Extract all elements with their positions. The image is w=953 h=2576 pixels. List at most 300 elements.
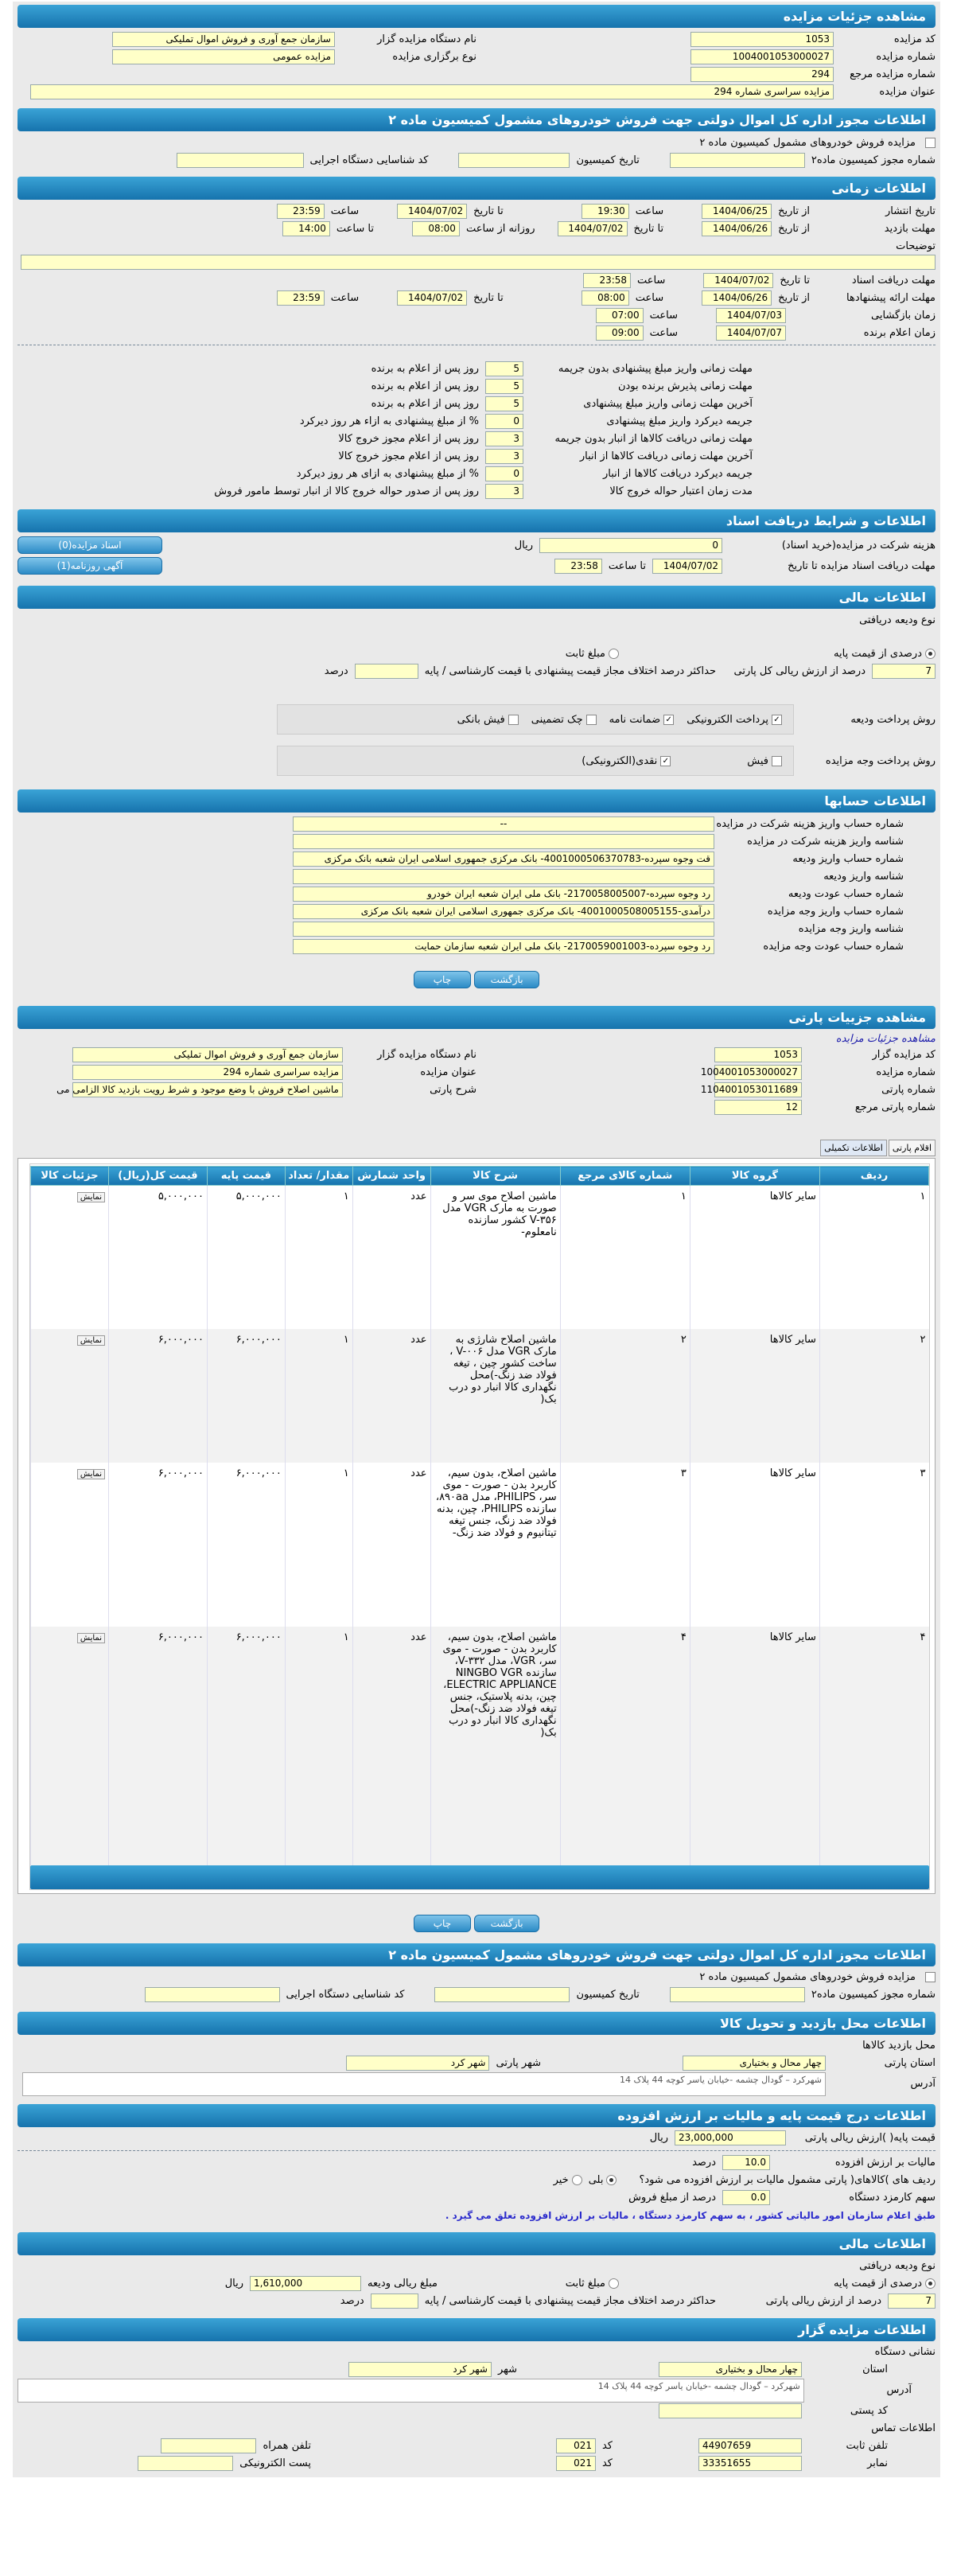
accounts-list: [18, 815, 935, 955]
label: اطلاعات تماس: [871, 2422, 935, 2434]
winner-time: 09:00: [596, 325, 644, 341]
table-row: [31, 1627, 929, 1865]
label: مهلت زمانی دریافت کالاها از انبار بدون جریمه: [554, 432, 753, 445]
label: استان: [862, 2364, 888, 2375]
deadline-value: 3: [485, 484, 523, 499]
fee-share-field: 0.0: [722, 2190, 770, 2205]
cell-g: سایر کالاها: [690, 1329, 819, 1463]
label: عنوان مزایده: [879, 85, 935, 98]
auction-details-link[interactable]: مشاهده جزئیات مزایده: [835, 1032, 935, 1045]
cell-q: ۱: [285, 1463, 352, 1627]
commission-date-field[interactable]: [458, 153, 570, 168]
cell-n: ۲: [819, 1329, 928, 1463]
label: روزانه از ساعت: [465, 222, 535, 235]
cell-r: ۱: [560, 1186, 690, 1329]
cell-u: عدد: [352, 1627, 430, 1865]
account-row: [18, 920, 904, 937]
price-vat-panel: [13, 2101, 940, 2229]
print-button[interactable]: چاپ: [414, 971, 471, 988]
finance-panel-2: [13, 2229, 940, 2315]
vat-field: 10.0: [722, 2155, 770, 2170]
cell-p: ۶,۰۰۰,۰۰۰: [207, 1627, 285, 1865]
checkbox-icon[interactable]: ✓: [772, 715, 782, 725]
party-desc: ماشین اصلاح فروش با وضع موجود و شرط رویت بازدید کالا الزامی می: [72, 1082, 343, 1097]
account-value: --: [293, 816, 714, 832]
show-details-button[interactable]: نمایش: [77, 1633, 105, 1643]
cell-n: ۱: [819, 1186, 928, 1329]
label: کد پستی: [850, 2405, 888, 2417]
opening-date: 1404/07/03: [716, 308, 786, 323]
auction-docs-button[interactable]: اسناد مزایده(0): [18, 536, 162, 554]
label: ریال: [224, 2278, 244, 2290]
checkbox-icon[interactable]: [586, 715, 597, 725]
visit-to-date: 1404/07/02: [558, 221, 628, 236]
label: ساعت: [330, 291, 360, 304]
checkbox-icon[interactable]: ✓: [660, 756, 671, 766]
offer-from-time: 08:00: [582, 290, 629, 306]
label: نوع برگزاری مزایده: [392, 50, 476, 63]
label: محل بازدید کالاها: [862, 2040, 935, 2052]
label: جریمه دیرکرد دریافت کالاها از انبار: [603, 467, 753, 480]
table-row: [31, 1463, 929, 1627]
visit-time-to: 14:00: [282, 221, 330, 236]
label: عنوان مزایده: [420, 1066, 476, 1078]
label: تا ساعت: [336, 222, 374, 235]
percent-radio[interactable]: [925, 649, 935, 659]
label: شهر: [497, 2364, 517, 2375]
exec-code-field[interactable]: [145, 1987, 280, 2002]
label: % از مبلغ پیشنهادی به ازای هر روز دیرکرد: [296, 467, 479, 480]
vat-no-radio[interactable]: [572, 2175, 582, 2185]
account-value: قت وجوه سپرده-4001000506370783- بانک مرکزی جمهوری اسلامی ایران شعبه بانک مرکزی: [293, 852, 714, 867]
cell-n: ۴: [819, 1627, 928, 1865]
label: مبلغ ثابت: [565, 2278, 605, 2290]
party-ref: 12: [714, 1100, 802, 1115]
label: تا ساعت: [608, 559, 646, 572]
label: ساعت: [635, 291, 664, 304]
section-header: اطلاعات مالی: [18, 2232, 935, 2255]
auction-number-field: 1004001053000027: [690, 49, 834, 64]
cell-r: ۳: [560, 1463, 690, 1627]
mobile-field: [161, 2438, 256, 2453]
label: ضمانت نامه: [609, 713, 661, 726]
pub-from-date: 1404/06/25: [702, 204, 772, 219]
visit-location-panel: [13, 2009, 940, 2101]
label: قیمت پایه( )ارزش ریالی پارتی: [804, 2132, 935, 2144]
column-header: واحد شمارش: [352, 1167, 430, 1186]
address-field: شهرکرد – گودال چشمه -خیابان یاسر کوچه 44 پلاک 14: [22, 2072, 826, 2096]
address-field: شهرکرد – گودال چشمه -خیابان یاسر کوچه 44 پلاک 14: [18, 2379, 804, 2403]
label: ردیف های )کالاهای( پارتی مشمول مالیات بر ارزش افزوده می شود؟: [639, 2174, 935, 2186]
tel-field: 44907659: [698, 2438, 802, 2453]
fee-field: 0: [539, 538, 722, 553]
article2-checkbox[interactable]: [925, 138, 935, 148]
vat-yes-radio[interactable]: [606, 2175, 617, 2185]
cell-n: ۳: [819, 1463, 928, 1627]
label: پست الکترونیکی: [239, 2457, 311, 2469]
label: استان پارتی: [884, 2057, 935, 2069]
party-auction-num: 1004001053000027: [714, 1065, 802, 1080]
label: نوع ودیعه دریافتی: [859, 2260, 935, 2272]
label: ساعت: [649, 326, 678, 339]
fax-field: 33351655: [698, 2456, 802, 2471]
fixed-radio[interactable]: [609, 649, 619, 659]
cell-g: سایر کالاها: [690, 1186, 819, 1329]
account-row: [18, 815, 904, 832]
label: تاریخ کمیسیون: [576, 154, 640, 166]
label: کد شناسایی دستگاه اجرایی: [309, 154, 429, 166]
section-header: اطلاعات مجوز اداره کل اموال دولتی جهت فروش خودروهای مشمول کمیسیون ماده ۲: [18, 1943, 935, 1966]
deadline-row: [18, 395, 753, 412]
deadline-row: [18, 360, 753, 377]
label: روز پس از اعلام به برنده: [371, 362, 479, 375]
label: ساعت: [637, 274, 666, 286]
label: درصد: [340, 2295, 364, 2307]
column-header: جزئیات کالا: [31, 1167, 109, 1186]
label: حداکثر درصد اختلاف مجاز قیمت پیشنهادی با قیمت کارشناسی / پایه: [424, 664, 716, 677]
label: نقدی(الکترونیکی): [582, 754, 658, 767]
doc-deadline-time: 23:58: [583, 273, 631, 288]
cell-t: ۵,۰۰۰,۰۰۰: [108, 1186, 207, 1329]
deadline-value: 5: [485, 396, 523, 411]
section-header: مشاهده جزییات پارتی: [18, 1006, 935, 1029]
account-row: [18, 867, 904, 885]
label: مالیات بر ارزش افزوده: [834, 2157, 935, 2169]
party-org: سازمان جمع آوری و فروش اموال تملیکی: [72, 1047, 343, 1062]
account-row: [18, 832, 904, 850]
label: شماره حساب عودت ودیعه: [788, 887, 904, 900]
fixed-radio[interactable]: [609, 2278, 619, 2289]
show-details-button[interactable]: نمایش: [77, 1335, 105, 1346]
cell-d: ماشین اصلاح، بدون سیم، کاربرد بدن - صورت - موی سر، VGR، مدل V-۳۳۲، سازنده NINGBO VGR ELECTRIC APPLIANCE، چین، بدنه پلاستیک، جنس تیغه فولاد ضد زنگ-)محل نگهداری کالا انبار دو درب بک(: [430, 1627, 560, 1865]
party-panel: [13, 1000, 940, 1940]
label: شماره حساب واریز وجه مزایده: [767, 905, 904, 918]
auction-code-field: 1053: [690, 32, 834, 47]
deadline-value: 5: [485, 361, 523, 376]
label: ریال: [514, 539, 533, 551]
label: شناسه واریز ودیعه: [823, 870, 904, 883]
label: کد مزایده گزار: [872, 1048, 935, 1061]
maxdiff-field: [371, 2293, 418, 2309]
column-header: ردیف: [819, 1167, 928, 1186]
account-row: [18, 850, 904, 867]
cell-d: ماشین اصلاح موی سر و صورت به مارک VGR مدل V-۳۵۶ کشور سازنده نامعلوم-: [430, 1186, 560, 1329]
section-header: اطلاعات و شرایط دریافت اسناد: [18, 509, 935, 532]
show-details-button[interactable]: نمایش: [77, 1469, 105, 1479]
cell-p: ۶,۰۰۰,۰۰۰: [207, 1463, 285, 1627]
label: مزایده فروش خودروهای مشمول کمیسیون ماده ۲: [699, 1971, 916, 1983]
label: شرح پارتی: [430, 1083, 476, 1096]
label: نوع ودیعه دریافتی: [859, 614, 935, 626]
label: مهلت بازدید: [884, 222, 935, 235]
account-row: [18, 937, 904, 955]
doc-time: 23:58: [554, 559, 602, 574]
pub-to-time: 23:59: [277, 204, 325, 219]
base-price-field: 23,000,000: [675, 2130, 786, 2145]
offer-from-date: 1404/06/26: [702, 290, 772, 306]
account-value: رد وجوه سپرده-2170058005007- بانک ملی ایران شعبه ایران خودرو: [293, 887, 714, 902]
label: نام دستگاه مزایده گزار: [377, 33, 476, 45]
article2-checkbox[interactable]: [925, 1972, 935, 1982]
auction-type-field: مزایده عمومی: [112, 49, 335, 64]
label: مهلت زمانی پذیرش برنده بودن: [617, 380, 753, 392]
cell-u: عدد: [352, 1329, 430, 1463]
label: آدرس: [910, 2078, 935, 2090]
divider: [18, 2150, 935, 2151]
label: زمان بازگشایی: [871, 309, 935, 322]
deadline-row: [18, 465, 753, 482]
permit-panel: [13, 105, 940, 173]
city-field: شهر کرد: [348, 2362, 492, 2377]
offer-to-date: 1404/07/02: [397, 290, 467, 306]
winner-date: 1404/07/07: [716, 325, 786, 341]
label: ساعت: [330, 205, 360, 217]
label: مهلت ارائه پیشنهادها: [846, 291, 935, 304]
label: درصد از مبلغ فروش: [628, 2192, 716, 2204]
party-code: 1053: [714, 1047, 802, 1062]
label: درصد: [692, 2157, 716, 2169]
deadline-value: 0: [485, 466, 523, 481]
cell-p: ۵,۰۰۰,۰۰۰: [207, 1186, 285, 1329]
column-header: شماره کالای مرجع: [560, 1167, 690, 1186]
label: روز پس از اعلام مجوز خروج کالا: [338, 432, 479, 445]
label: ساعت: [649, 309, 678, 322]
label: تلفن همراه: [263, 2440, 311, 2452]
label: نمابر: [867, 2457, 888, 2469]
price-option[interactable]: [747, 755, 782, 767]
back-button[interactable]: بازگشت: [474, 971, 539, 988]
section-header: اطلاعات حسابها: [18, 789, 935, 813]
deadline-row: [18, 447, 753, 465]
label: درصد از ارزش ریالی پارتی: [765, 2295, 881, 2307]
table-row: [31, 1186, 929, 1329]
pay-option[interactable]: [609, 714, 675, 726]
label: تاریخ کمیسیون: [576, 1989, 640, 2001]
account-row: [18, 902, 904, 920]
account-value: رد وجوه سپرده-2170059001003- بانک ملی ایران شعبه سازمان حمایت: [293, 939, 714, 954]
label: شماره مجوز کمیسیون ماده۲: [811, 1989, 935, 2001]
label: ریال: [649, 2132, 668, 2144]
cell-u: عدد: [352, 1463, 430, 1627]
auction-subject-field: مزایده سراسری شماره 294: [30, 84, 834, 99]
deposit-pay-methods: [277, 704, 794, 735]
cell-g: سایر کالاها: [690, 1627, 819, 1865]
checkbox-icon[interactable]: ✓: [663, 715, 674, 725]
label: روز پس از اعلام به برنده: [371, 397, 479, 410]
column-header: قیمت پایه: [207, 1167, 285, 1186]
doc-deadline-date: 1404/07/02: [703, 273, 773, 288]
cell-t: ۶,۰۰۰,۰۰۰: [108, 1329, 207, 1463]
label: چک تضمینی: [531, 713, 583, 726]
label: تا تاریخ: [633, 222, 664, 235]
checkbox-icon[interactable]: [508, 715, 519, 725]
column-header: قیمت کل(ریال): [108, 1167, 207, 1186]
label: روز پس از صدور حواله خروج کالا از انبار توسط مامور فروش: [214, 485, 479, 497]
label: روش پرداخت وجه مزایده: [825, 754, 935, 767]
label: درصدی از قیمت پایه: [834, 647, 922, 660]
label: درصدی از قیمت پایه: [834, 2278, 922, 2290]
cell-details: [31, 1627, 109, 1865]
back-button[interactable]: بازگشت: [474, 1915, 539, 1932]
label: شهر پارتی: [496, 2057, 541, 2069]
cell-details: [31, 1463, 109, 1627]
deadline-list: [18, 360, 935, 500]
visit-from-date: 1404/06/26: [702, 221, 772, 236]
visit-time-from: 08:00: [412, 221, 460, 236]
section-header: اطلاعات مالی: [18, 586, 935, 609]
time-panel: [13, 173, 940, 505]
label: روز پس از اعلام به برنده: [371, 380, 479, 392]
label: شماره مزایده: [876, 1066, 935, 1078]
deadline-value: 5: [485, 379, 523, 394]
label: شناسه واریز وجه مزایده: [798, 922, 904, 935]
label: توضیحات: [896, 240, 935, 252]
label: شماره حساب عودت وجه مزایده: [763, 940, 904, 953]
label: حداکثر درصد اختلاف مجاز قیمت پیشنهادی با قیمت کارشناسی / پایه: [424, 2295, 716, 2307]
deadline-row: [18, 482, 753, 500]
label: نام دستگاه مزایده گزار: [377, 1048, 476, 1061]
label: کد: [601, 2457, 613, 2469]
label: نشانی دستگاه: [874, 2346, 935, 2358]
cell-g: سایر کالاها: [690, 1463, 819, 1627]
province-field: چهار محال و بختیاری: [659, 2362, 802, 2377]
label: % از مبلغ پیشنهادی به ازاء هر روز دیرکرد: [299, 415, 479, 427]
percent-field: 7: [872, 664, 935, 679]
label: فیش بانکی: [457, 713, 505, 726]
tel-code-field: 021: [556, 2438, 596, 2453]
cell-q: ۱: [285, 1329, 352, 1463]
pay-option[interactable]: [687, 714, 782, 726]
label: شماره مجوز کمیسیون ماده۲: [811, 154, 935, 166]
pub-to-date: 1404/07/02: [397, 204, 467, 219]
auction-ref-field: 294: [690, 67, 834, 82]
auction-details-panel: [13, 2, 940, 105]
label: درصد: [324, 664, 348, 677]
section-header: مشاهده جزئیات مزایده: [18, 5, 935, 28]
label: شماره مزایده مرجع: [850, 68, 935, 80]
auctioneer-panel: [13, 2315, 940, 2477]
cell-details: [31, 1329, 109, 1463]
deadline-row: [18, 377, 753, 395]
cell-t: ۶,۰۰۰,۰۰۰: [108, 1627, 207, 1865]
commission-date-field[interactable]: [434, 1987, 570, 2002]
email-field: [138, 2456, 233, 2471]
label: شماره حساب واریز ودیعه: [792, 852, 904, 865]
vat-note: طبق اعلام سازمان امور مالیاتی کشور ، به سهم کارمزد دستگاه ، مالیات بر ارزش افزوده تعلق می گیرد .: [445, 2209, 935, 2221]
finance-panel: [13, 581, 940, 781]
account-value: [293, 869, 714, 884]
label: مزایده فروش خودروهای مشمول کمیسیون ماده ۲: [699, 136, 916, 149]
doc-date: 1404/07/02: [652, 559, 722, 574]
section-header: اطلاعات مزایده گزار: [18, 2318, 935, 2341]
cell-d: ماشین اصلاح، بدون سیم، کاربرد بدن - صورت - موی سر، PHILIPS، مدل ۸۹۰aa، سازنده PHILIPS، چین، بدنه فولاد ضد زنگ، جنس تیغه تیتانیوم و فولاد ضد زنگ-: [430, 1463, 560, 1627]
label: مبلغ ریالی ودیعه: [368, 2278, 438, 2290]
label: شناسه واریز هزینه شرکت در مزایده: [747, 835, 904, 848]
zip-field: [659, 2403, 802, 2418]
permit-number-field[interactable]: [670, 153, 805, 168]
label: سهم کارمزد دستگاه: [849, 2192, 935, 2204]
pay-option[interactable]: [531, 714, 597, 726]
offer-to-time: 23:59: [277, 290, 325, 306]
city-field: شهر کرد: [346, 2056, 489, 2071]
column-header: شرح کالا: [430, 1167, 560, 1186]
label: کد شناسایی دستگاه اجرایی: [286, 1989, 405, 2001]
label: تا تاریخ: [780, 274, 810, 286]
label: خیر: [553, 2174, 569, 2186]
label: کد: [601, 2440, 613, 2452]
label: آخرین مهلت زمانی واریز مبلغ پیشنهادی: [583, 397, 753, 410]
label: آدرس: [886, 2384, 912, 2396]
label: شماره حساب واریز هزینه شرکت در مزایده: [716, 817, 904, 830]
label: زمان اعلام برنده: [863, 326, 935, 339]
column-header: مقدار/ تعداد: [285, 1167, 352, 1186]
tab-party-items[interactable]: اقلام پارتی: [889, 1140, 935, 1156]
section-header: اطلاعات محل بازدید و تحویل کالا: [18, 2012, 935, 2035]
newspaper-ad-button[interactable]: آگهی روزنامه(1): [18, 557, 162, 575]
cell-r: ۴: [560, 1627, 690, 1865]
label: هزینه شرکت در مزایده(خرید اسناد): [781, 539, 935, 551]
pub-from-time: 19:30: [582, 204, 629, 219]
label: آخرین مهلت زمانی دریافت کالاها از انبار: [579, 450, 753, 462]
cell-q: ۱: [285, 1186, 352, 1329]
label: از تاریخ: [778, 291, 810, 304]
label: شماره مزایده: [876, 50, 935, 63]
checkbox-icon[interactable]: [772, 756, 782, 766]
label: کد مزایده: [893, 33, 935, 45]
label: تاریخ انتشار: [885, 205, 935, 217]
party-subject: مزایده سراسری شماره 294: [72, 1065, 343, 1080]
permit-panel-2: [13, 1940, 940, 2009]
percent-radio[interactable]: [925, 2278, 935, 2289]
label: شماره پارتی: [881, 1083, 935, 1096]
label: درصد از ارزش ریالی کل پارتی: [733, 664, 865, 677]
cell-u: عدد: [352, 1186, 430, 1329]
label: از تاریخ: [778, 205, 810, 217]
cell-t: ۶,۰۰۰,۰۰۰: [108, 1463, 207, 1627]
opening-time: 07:00: [596, 308, 644, 323]
label: روش پرداخت ودیعه: [850, 713, 935, 726]
show-details-button[interactable]: نمایش: [77, 1192, 105, 1202]
cell-details: [31, 1186, 109, 1329]
price-option[interactable]: [582, 755, 671, 767]
label: مبلغ ثابت: [565, 647, 605, 660]
deadline-value: 3: [485, 449, 523, 464]
label: مدت زمان اعتبار حواله خروج کالا: [609, 485, 753, 497]
deadline-row: [18, 412, 753, 430]
account-row: [18, 885, 904, 902]
section-header: اطلاعات زمانی: [18, 177, 935, 200]
exec-code-field[interactable]: [177, 153, 304, 168]
permit-number-field[interactable]: [670, 1987, 805, 2002]
tab-extra-info[interactable]: اطلاعات تکمیلی: [820, 1140, 887, 1156]
maxdiff-field: [355, 664, 418, 679]
org-name-field: سازمان جمع آوری و فروش اموال تملیکی: [112, 32, 335, 47]
items-table: [30, 1166, 929, 1865]
cell-p: ۶,۰۰۰,۰۰۰: [207, 1329, 285, 1463]
deadline-value: 0: [485, 414, 523, 429]
fax-code-field: 021: [556, 2456, 596, 2471]
cell-r: ۲: [560, 1329, 690, 1463]
label: فیش: [747, 754, 768, 767]
label: مهلت دریافت اسناد: [851, 274, 935, 286]
print-button[interactable]: چاپ: [414, 1915, 471, 1932]
deadline-row: [18, 430, 753, 447]
section-header: اطلاعات درج قیمت پایه و مالیات بر ارزش افزوده: [18, 2104, 935, 2127]
label: از تاریخ: [778, 222, 810, 235]
table-footer: [30, 1865, 929, 1889]
pay-option[interactable]: [457, 714, 519, 726]
party-number: 1104001053011689: [714, 1082, 802, 1097]
